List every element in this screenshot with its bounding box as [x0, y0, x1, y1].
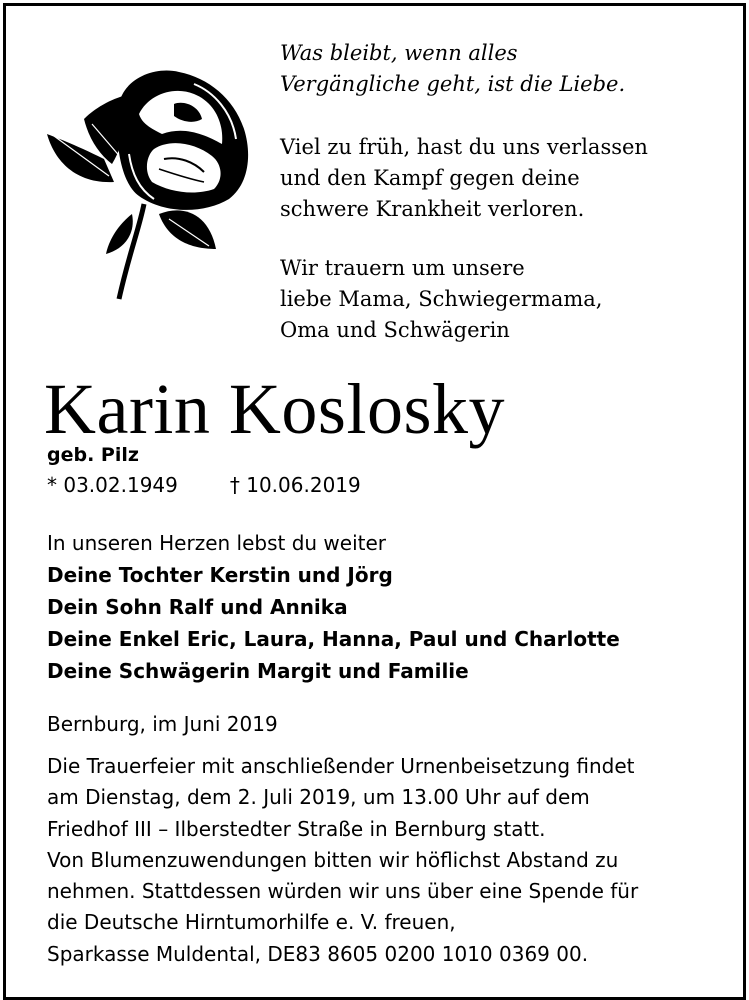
- life-dates: [47, 473, 361, 497]
- place-date: Bernburg, im Juni 2019: [47, 712, 278, 736]
- family-intro: In unseren Herzen lebst du weiter: [47, 531, 387, 555]
- obituary-frame: [3, 3, 746, 1000]
- rose-icon: [44, 64, 254, 304]
- family-member: Deine Tochter Kerstin und Jörg: [47, 563, 393, 587]
- funeral-line: nehmen. Stattdessen würden wir uns über eine Spende für: [47, 879, 639, 904]
- funeral-line: Von Blumenzuwendungen bitten wir höflichst Abstand zu: [47, 847, 619, 872]
- mourning-line: liebe Mama, Schwiegermama,: [280, 287, 603, 311]
- motto-line: Vergängliche geht, ist die Liebe.: [280, 72, 626, 96]
- motto-line: Was bleibt, wenn alles: [280, 41, 518, 65]
- family-member: Deine Schwägerin Margit und Familie: [47, 659, 469, 683]
- family-member: Dein Sohn Ralf und Annika: [47, 595, 348, 619]
- birth-name: geb. Pilz: [47, 444, 139, 466]
- death-date: † 10.06.2019: [229, 473, 361, 497]
- funeral-line: Friedhof III – Ilberstedter Straße in Bernburg statt.: [47, 816, 546, 841]
- intro-line: schwere Krankheit verloren.: [280, 197, 585, 221]
- deceased-name: Karin Koslosky: [44, 369, 505, 449]
- birth-date: * 03.02.1949: [47, 473, 178, 497]
- mourning-line: Wir trauern um unsere: [280, 256, 525, 280]
- family-member: Deine Enkel Eric, Laura, Hanna, Paul und Charlotte: [47, 627, 620, 651]
- funeral-line: Sparkasse Muldental, DE83 8605 0200 1010 0369 00.: [47, 941, 589, 966]
- intro-text: [280, 132, 730, 225]
- funeral-info: [47, 751, 638, 970]
- funeral-line: am Dienstag, dem 2. Juli 2019, um 13.00 Uhr auf dem: [47, 785, 590, 810]
- mourning-line: Oma und Schwägerin: [280, 318, 510, 342]
- family-members: [47, 559, 620, 687]
- funeral-line: die Deutsche Hirntumorhilfe e. V. freuen,: [47, 910, 456, 935]
- intro-line: Viel zu früh, hast du uns verlassen: [280, 135, 648, 159]
- intro-line: und den Kampf gegen deine: [280, 166, 580, 190]
- motto: [280, 38, 720, 100]
- funeral-line: Die Trauerfeier mit anschließender Urnenbeisetzung findet: [47, 754, 635, 778]
- mourning-text: [280, 253, 730, 346]
